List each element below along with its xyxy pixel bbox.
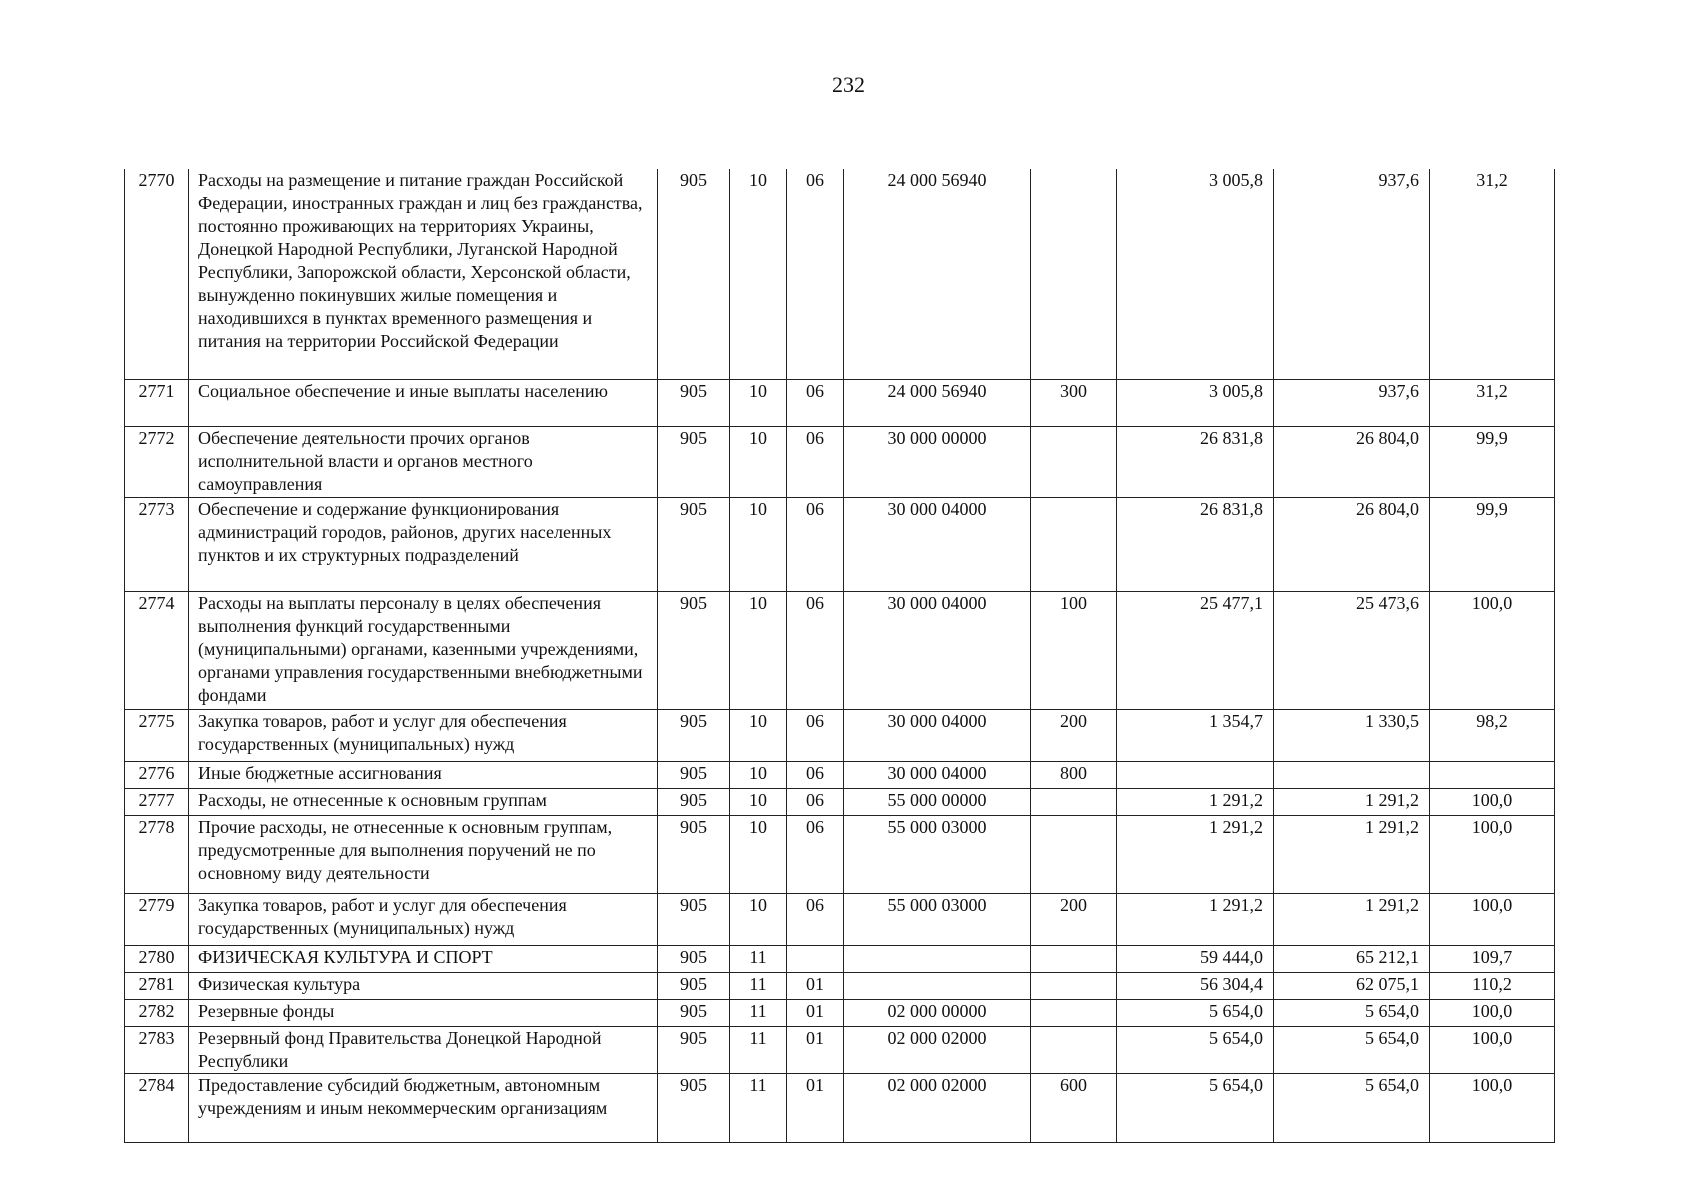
section-code-cell: 10: [730, 709, 787, 761]
section-code-cell: 11: [730, 945, 787, 972]
section-code-cell: 11: [730, 972, 787, 999]
actual-amount-cell: 937,6: [1274, 379, 1430, 426]
table-row: [125, 893, 1555, 945]
row-number-cell: 2783: [125, 1026, 189, 1073]
expense-name-cell: Иные бюджетные ассигнования: [189, 761, 658, 788]
table-row: [125, 945, 1555, 972]
execution-percent-cell: [1430, 761, 1555, 788]
grbs-code-cell: 905: [658, 1073, 730, 1142]
expense-type-cell: [1031, 815, 1117, 893]
table-row: [125, 426, 1555, 497]
section-code-cell: 10: [730, 497, 787, 591]
subsection-code-cell: 06: [787, 497, 844, 591]
row-number-cell: 2771: [125, 379, 189, 426]
expense-name-cell: ФИЗИЧЕСКАЯ КУЛЬТУРА И СПОРТ: [189, 945, 658, 972]
execution-percent-cell: 100,0: [1430, 591, 1555, 709]
subsection-code-cell: 06: [787, 788, 844, 815]
target-article-cell: 30 000 00000: [844, 426, 1031, 497]
section-code-cell: 11: [730, 1073, 787, 1142]
expense-name-cell: Предоставление субсидий бюджетным, автономным учреждениям и иным некоммерческим организациям: [189, 1073, 658, 1142]
subsection-code-cell: 06: [787, 169, 844, 379]
expense-type-cell: [1031, 999, 1117, 1026]
actual-amount-cell: 5 654,0: [1274, 1073, 1430, 1142]
expense-type-cell: [1031, 169, 1117, 379]
execution-percent-cell: 110,2: [1430, 972, 1555, 999]
execution-percent-cell: 99,9: [1430, 497, 1555, 591]
target-article-cell: 55 000 00000: [844, 788, 1031, 815]
expense-type-cell: 100: [1031, 591, 1117, 709]
target-article-cell: 30 000 04000: [844, 591, 1031, 709]
target-article-cell: 02 000 02000: [844, 1073, 1031, 1142]
planned-amount-cell: 56 304,4: [1117, 972, 1274, 999]
execution-percent-cell: 100,0: [1430, 1073, 1555, 1142]
execution-percent-cell: 100,0: [1430, 999, 1555, 1026]
subsection-code-cell: 01: [787, 972, 844, 999]
subsection-code-cell: 06: [787, 893, 844, 945]
subsection-code-cell: 01: [787, 1073, 844, 1142]
actual-amount-cell: 25 473,6: [1274, 591, 1430, 709]
grbs-code-cell: 905: [658, 761, 730, 788]
section-code-cell: 10: [730, 788, 787, 815]
grbs-code-cell: 905: [658, 497, 730, 591]
expense-type-cell: [1031, 945, 1117, 972]
target-article-cell: 02 000 02000: [844, 1026, 1031, 1073]
grbs-code-cell: 905: [658, 1026, 730, 1073]
planned-amount-cell: [1117, 761, 1274, 788]
subsection-code-cell: 06: [787, 426, 844, 497]
expense-type-cell: 300: [1031, 379, 1117, 426]
target-article-cell: 24 000 56940: [844, 169, 1031, 379]
table-row: [125, 497, 1555, 591]
grbs-code-cell: 905: [658, 972, 730, 999]
expense-name-cell: Социальное обеспечение и иные выплаты населению: [189, 379, 658, 426]
row-number-cell: 2782: [125, 999, 189, 1026]
grbs-code-cell: 905: [658, 709, 730, 761]
subsection-code-cell: 06: [787, 379, 844, 426]
execution-percent-cell: 100,0: [1430, 788, 1555, 815]
row-number-cell: 2775: [125, 709, 189, 761]
planned-amount-cell: 1 291,2: [1117, 815, 1274, 893]
planned-amount-cell: 59 444,0: [1117, 945, 1274, 972]
target-article-cell: 55 000 03000: [844, 893, 1031, 945]
table-row: [125, 591, 1555, 709]
budget-table-body: [125, 169, 1555, 1142]
planned-amount-cell: 1 291,2: [1117, 893, 1274, 945]
target-article-cell: 24 000 56940: [844, 379, 1031, 426]
expense-type-cell: 600: [1031, 1073, 1117, 1142]
planned-amount-cell: 25 477,1: [1117, 591, 1274, 709]
row-number-cell: 2772: [125, 426, 189, 497]
row-number-cell: 2776: [125, 761, 189, 788]
planned-amount-cell: 5 654,0: [1117, 1073, 1274, 1142]
grbs-code-cell: 905: [658, 788, 730, 815]
expense-name-cell: Резервные фонды: [189, 999, 658, 1026]
expense-name-cell: Расходы на выплаты персоналу в целях обеспечения выполнения функций государственными (муниципальными) органами, казенными учреждениями, органами управления государственными внебюджетными фондами: [189, 591, 658, 709]
expense-name-cell: Расходы, не отнесенные к основным группам: [189, 788, 658, 815]
subsection-code-cell: 06: [787, 591, 844, 709]
expense-type-cell: [1031, 426, 1117, 497]
execution-percent-cell: 100,0: [1430, 1026, 1555, 1073]
execution-percent-cell: 98,2: [1430, 709, 1555, 761]
row-number-cell: 2779: [125, 893, 189, 945]
section-code-cell: 11: [730, 1026, 787, 1073]
execution-percent-cell: 99,9: [1430, 426, 1555, 497]
row-number-cell: 2780: [125, 945, 189, 972]
actual-amount-cell: 1 291,2: [1274, 788, 1430, 815]
expense-name-cell: Закупка товаров, работ и услуг для обеспечения государственных (муниципальных) нужд: [189, 709, 658, 761]
grbs-code-cell: 905: [658, 169, 730, 379]
section-code-cell: 10: [730, 169, 787, 379]
table-row: [125, 1073, 1555, 1142]
target-article-cell: [844, 972, 1031, 999]
planned-amount-cell: 3 005,8: [1117, 169, 1274, 379]
actual-amount-cell: [1274, 761, 1430, 788]
table-row: [125, 999, 1555, 1026]
expense-type-cell: 800: [1031, 761, 1117, 788]
expense-type-cell: [1031, 972, 1117, 999]
planned-amount-cell: 3 005,8: [1117, 379, 1274, 426]
planned-amount-cell: 5 654,0: [1117, 1026, 1274, 1073]
table-row: [125, 972, 1555, 999]
expense-name-cell: Прочие расходы, не отнесенные к основным группам, предусмотренные для выполнения поручений не по основному виду деятельности: [189, 815, 658, 893]
table-row: [125, 761, 1555, 788]
target-article-cell: [844, 945, 1031, 972]
grbs-code-cell: 905: [658, 893, 730, 945]
actual-amount-cell: 26 804,0: [1274, 497, 1430, 591]
table-row: [125, 1026, 1555, 1073]
section-code-cell: 11: [730, 999, 787, 1026]
actual-amount-cell: 1 291,2: [1274, 893, 1430, 945]
actual-amount-cell: 1 291,2: [1274, 815, 1430, 893]
grbs-code-cell: 905: [658, 379, 730, 426]
page-number: 232: [832, 72, 865, 97]
expense-type-cell: 200: [1031, 709, 1117, 761]
planned-amount-cell: 1 291,2: [1117, 788, 1274, 815]
planned-amount-cell: 26 831,8: [1117, 497, 1274, 591]
actual-amount-cell: 1 330,5: [1274, 709, 1430, 761]
section-code-cell: 10: [730, 379, 787, 426]
planned-amount-cell: 26 831,8: [1117, 426, 1274, 497]
grbs-code-cell: 905: [658, 591, 730, 709]
target-article-cell: 30 000 04000: [844, 497, 1031, 591]
subsection-code-cell: 06: [787, 761, 844, 788]
execution-percent-cell: 100,0: [1430, 893, 1555, 945]
expense-type-cell: [1031, 788, 1117, 815]
grbs-code-cell: 905: [658, 999, 730, 1026]
budget-table: [124, 169, 1555, 1143]
actual-amount-cell: 65 212,1: [1274, 945, 1430, 972]
expense-name-cell: Расходы на размещение и питание граждан Российской Федерации, иностранных граждан и лиц без гражданства, постоянно проживающих на территориях Украины, Донецкой Народной Республики, Луганской Народной Республики, Запорожской области, Херсонской области, вынужденно покинувших жилые помещения и находившихся в пунктах временного размещения и питания на территории Российской Федерации: [189, 169, 658, 379]
subsection-code-cell: 06: [787, 709, 844, 761]
expense-type-cell: 200: [1031, 893, 1117, 945]
row-number-cell: 2777: [125, 788, 189, 815]
subsection-code-cell: [787, 945, 844, 972]
grbs-code-cell: 905: [658, 426, 730, 497]
table-row: [125, 379, 1555, 426]
row-number-cell: 2781: [125, 972, 189, 999]
planned-amount-cell: 5 654,0: [1117, 999, 1274, 1026]
actual-amount-cell: 26 804,0: [1274, 426, 1430, 497]
subsection-code-cell: 06: [787, 815, 844, 893]
grbs-code-cell: 905: [658, 945, 730, 972]
subsection-code-cell: 01: [787, 999, 844, 1026]
execution-percent-cell: 31,2: [1430, 169, 1555, 379]
section-code-cell: 10: [730, 426, 787, 497]
target-article-cell: 30 000 04000: [844, 709, 1031, 761]
subsection-code-cell: 01: [787, 1026, 844, 1073]
row-number-cell: 2773: [125, 497, 189, 591]
actual-amount-cell: 937,6: [1274, 169, 1430, 379]
target-article-cell: 30 000 04000: [844, 761, 1031, 788]
execution-percent-cell: 100,0: [1430, 815, 1555, 893]
target-article-cell: 55 000 03000: [844, 815, 1031, 893]
section-code-cell: 10: [730, 815, 787, 893]
expense-name-cell: Физическая культура: [189, 972, 658, 999]
table-row: [125, 169, 1555, 379]
expense-name-cell: Обеспечение деятельности прочих органов исполнительной власти и органов местного самоуправления: [189, 426, 658, 497]
planned-amount-cell: 1 354,7: [1117, 709, 1274, 761]
row-number-cell: 2774: [125, 591, 189, 709]
section-code-cell: 10: [730, 893, 787, 945]
actual-amount-cell: 62 075,1: [1274, 972, 1430, 999]
expense-type-cell: [1031, 497, 1117, 591]
actual-amount-cell: 5 654,0: [1274, 1026, 1430, 1073]
table-row: [125, 788, 1555, 815]
expense-name-cell: Резервный фонд Правительства Донецкой Народной Республики: [189, 1026, 658, 1073]
execution-percent-cell: 31,2: [1430, 379, 1555, 426]
actual-amount-cell: 5 654,0: [1274, 999, 1430, 1026]
grbs-code-cell: 905: [658, 815, 730, 893]
section-code-cell: 10: [730, 591, 787, 709]
row-number-cell: 2770: [125, 169, 189, 379]
expense-name-cell: Обеспечение и содержание функционирования администраций городов, районов, других населенных пунктов и их структурных подразделений: [189, 497, 658, 591]
row-number-cell: 2784: [125, 1073, 189, 1142]
execution-percent-cell: 109,7: [1430, 945, 1555, 972]
row-number-cell: 2778: [125, 815, 189, 893]
table-row: [125, 709, 1555, 761]
table-row: [125, 815, 1555, 893]
expense-type-cell: [1031, 1026, 1117, 1073]
target-article-cell: 02 000 00000: [844, 999, 1031, 1026]
section-code-cell: 10: [730, 761, 787, 788]
expense-name-cell: Закупка товаров, работ и услуг для обеспечения государственных (муниципальных) нужд: [189, 893, 658, 945]
